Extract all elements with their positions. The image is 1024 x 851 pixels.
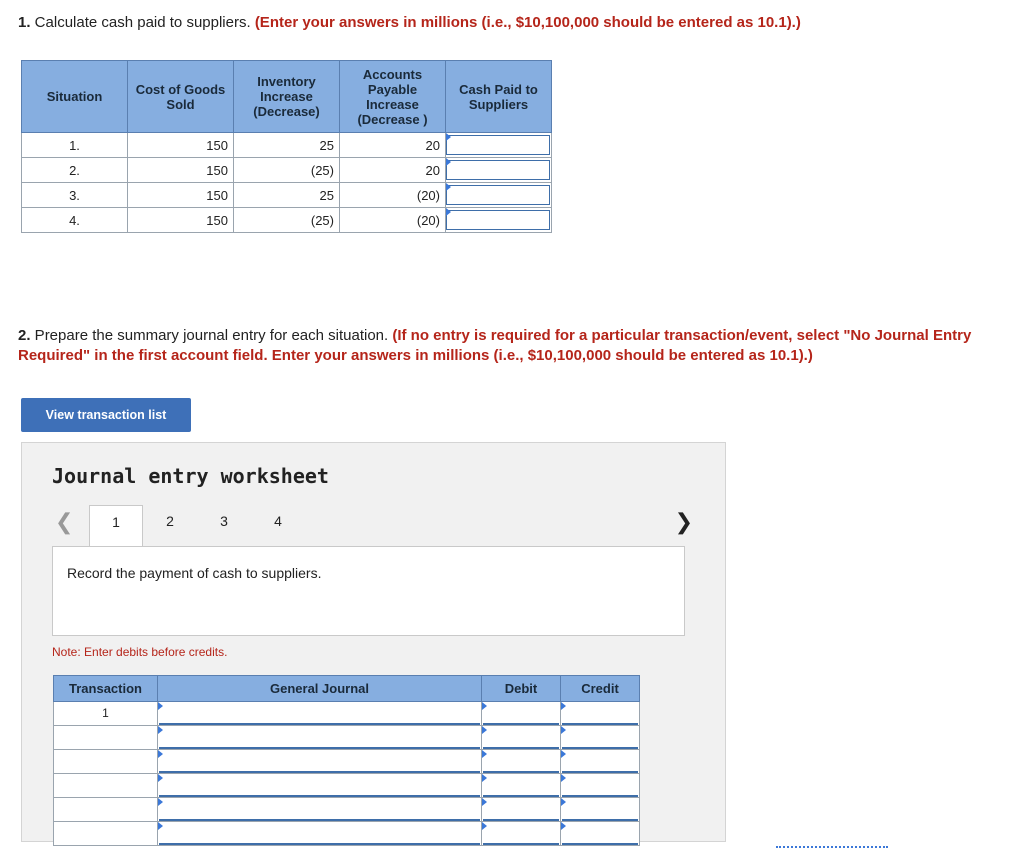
tab-1[interactable]: 1 <box>89 505 143 547</box>
input-marker-icon <box>561 726 566 734</box>
transaction-cell <box>54 774 158 798</box>
input-marker-icon <box>158 702 163 710</box>
situation-cell: 2. <box>22 158 128 183</box>
table-row <box>22 133 552 158</box>
debit-input[interactable] <box>482 822 561 846</box>
input-marker-icon <box>482 750 487 758</box>
input-marker-icon <box>482 702 487 710</box>
chevron-right-icon[interactable]: ❯ <box>674 509 693 534</box>
table-row <box>22 183 552 208</box>
cash-paid-table <box>21 60 552 233</box>
input-marker-icon <box>561 750 566 758</box>
view-transaction-list-button[interactable]: View transaction list <box>21 398 191 432</box>
question-1: 1. Calculate cash paid to suppliers. (Enter your answers in millions (i.e., $10,100,000 should be entered as 10.1).) <box>18 14 801 31</box>
account-select[interactable] <box>158 750 482 774</box>
input-marker-icon <box>158 726 163 734</box>
input-marker-icon <box>482 798 487 806</box>
input-marker-icon <box>482 726 487 734</box>
input-marker-icon <box>446 208 451 216</box>
journal-entry-worksheet <box>21 442 726 842</box>
situation-cell: 1. <box>22 133 128 158</box>
account-select[interactable] <box>158 822 482 846</box>
situation-cell: 3. <box>22 183 128 208</box>
table-row <box>54 822 640 846</box>
input-marker-icon <box>561 774 566 782</box>
header-cogs: Cost of Goods Sold <box>128 61 234 133</box>
inventory-cell: (25) <box>234 158 340 183</box>
credit-input[interactable] <box>561 702 640 726</box>
inventory-cell: 25 <box>234 183 340 208</box>
transaction-cell <box>54 750 158 774</box>
header-situation: Situation <box>22 61 128 133</box>
table-row <box>54 774 640 798</box>
cash-paid-input[interactable] <box>446 133 552 158</box>
transaction-cell <box>54 822 158 846</box>
input-marker-icon <box>561 822 566 830</box>
input-marker-icon <box>561 798 566 806</box>
table-row <box>54 702 640 726</box>
cash-paid-input[interactable] <box>446 158 552 183</box>
header-transaction: Transaction <box>54 676 158 702</box>
table-row <box>54 750 640 774</box>
inventory-cell: 25 <box>234 133 340 158</box>
cogs-cell: 150 <box>128 183 234 208</box>
account-select[interactable] <box>158 774 482 798</box>
header-payable: Accounts Payable Increase (Decrease ) <box>340 61 446 133</box>
credit-input[interactable] <box>561 798 640 822</box>
debit-input[interactable] <box>482 750 561 774</box>
payable-cell: 20 <box>340 133 446 158</box>
table-row <box>22 208 552 233</box>
credit-input[interactable] <box>561 750 640 774</box>
transaction-cell <box>54 726 158 750</box>
input-marker-icon <box>158 822 163 830</box>
tab-3[interactable]: 3 <box>220 513 228 529</box>
worksheet-tabs <box>22 505 725 547</box>
inventory-cell: (25) <box>234 208 340 233</box>
transaction-cell: 1 <box>54 702 158 726</box>
input-marker-icon <box>446 158 451 166</box>
worksheet-prompt <box>52 546 685 636</box>
table-row <box>22 158 552 183</box>
journal-table <box>53 675 640 846</box>
input-marker-icon <box>561 702 566 710</box>
header-inventory: Inventory Increase (Decrease) <box>234 61 340 133</box>
transaction-cell <box>54 798 158 822</box>
input-marker-icon <box>158 774 163 782</box>
cash-paid-input[interactable] <box>446 183 552 208</box>
prompt-text: Record the payment of cash to suppliers. <box>67 565 322 581</box>
worksheet-title: Journal entry worksheet <box>52 464 329 488</box>
tab-4[interactable]: 4 <box>274 513 282 529</box>
input-marker-icon <box>446 133 451 141</box>
input-marker-icon <box>446 183 451 191</box>
situation-cell: 4. <box>22 208 128 233</box>
payable-cell: 20 <box>340 158 446 183</box>
cogs-cell: 150 <box>128 158 234 183</box>
input-marker-icon <box>158 750 163 758</box>
payable-cell: (20) <box>340 208 446 233</box>
debit-input[interactable] <box>482 798 561 822</box>
header-debit: Debit <box>482 676 561 702</box>
credit-input[interactable] <box>561 726 640 750</box>
chevron-left-icon[interactable]: ❮ <box>55 509 74 534</box>
header-credit: Credit <box>561 676 640 702</box>
credit-input[interactable] <box>561 822 640 846</box>
cogs-cell: 150 <box>128 133 234 158</box>
debit-input[interactable] <box>482 774 561 798</box>
account-select[interactable] <box>158 798 482 822</box>
debit-input[interactable] <box>482 702 561 726</box>
header-general-journal: General Journal <box>158 676 482 702</box>
input-marker-icon <box>158 798 163 806</box>
credit-input[interactable] <box>561 774 640 798</box>
worksheet-note: Note: Enter debits before credits. <box>52 645 228 659</box>
cash-paid-input[interactable] <box>446 208 552 233</box>
dotted-link-underline <box>776 846 888 848</box>
table-row <box>54 726 640 750</box>
cogs-cell: 150 <box>128 208 234 233</box>
table-row <box>54 798 640 822</box>
payable-cell: (20) <box>340 183 446 208</box>
input-marker-icon <box>482 822 487 830</box>
question-2: 2. Prepare the summary journal entry for each situation. (If no entry is required for a particular transaction/event, select "No Journal Entry Required" in the first account field. Enter your answers in millions (i.e., $10,100,000 should be entered as 10.1).) <box>18 327 972 364</box>
header-cash-paid: Cash Paid to Suppliers <box>446 61 552 133</box>
tab-2[interactable]: 2 <box>166 513 174 529</box>
account-select[interactable] <box>158 726 482 750</box>
input-marker-icon <box>482 774 487 782</box>
debit-input[interactable] <box>482 726 561 750</box>
account-select[interactable] <box>158 702 482 726</box>
